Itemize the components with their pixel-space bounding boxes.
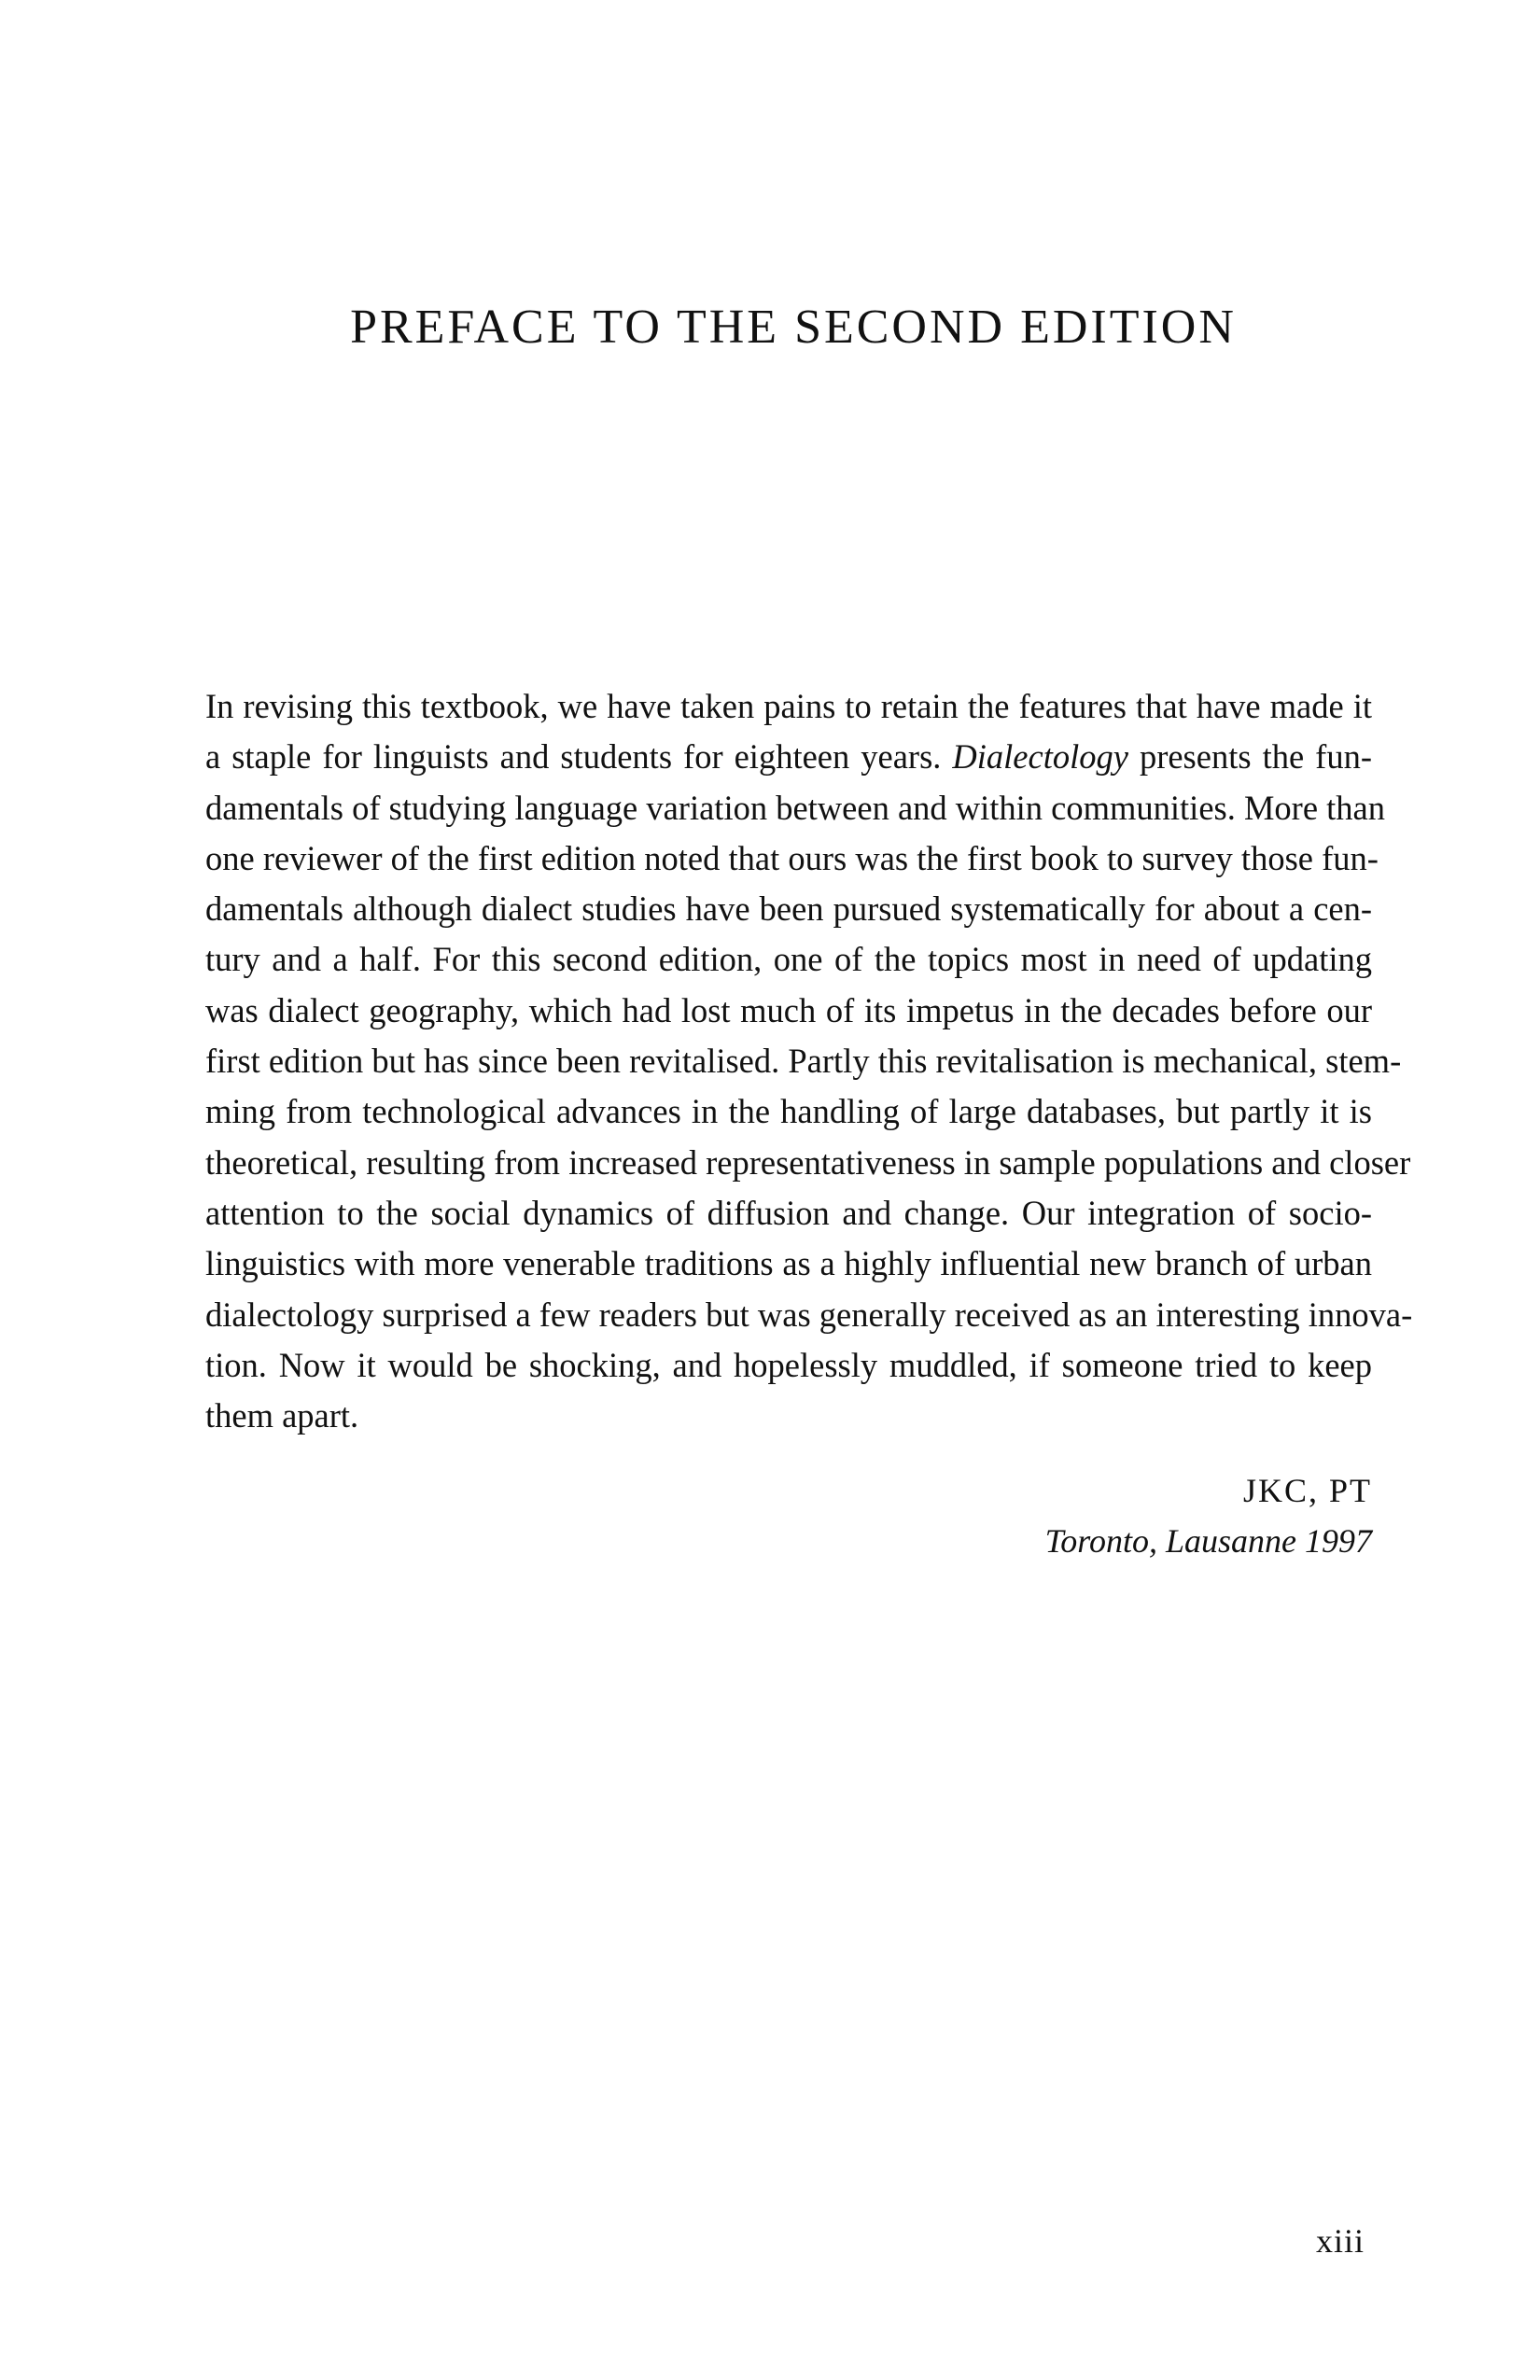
line-text: a staple for linguists and students for eighteen years.	[205, 737, 953, 777]
author-initials: JKC, PT	[1242, 1472, 1372, 1509]
paragraph-line: tury and a half. For this second edition, one of the topics most in need of updating	[205, 940, 1372, 979]
paragraph-line: ming from technological advances in the handling of large databases, but partly it is	[205, 1092, 1372, 1131]
paragraph-line	[205, 732, 1372, 782]
paragraph-line: one reviewer of the first edition noted that ours was the first book to survey those fun-	[205, 838, 1379, 877]
place-and-year: Toronto, Lausanne 1997	[1044, 1522, 1372, 1560]
paragraph-line: first edition but has since been revitalised. Partly this revitalisation is mechanical, stem-	[205, 1042, 1402, 1081]
paragraph-line: theoretical, resulting from increased representativeness in sample populations and closer	[205, 1142, 1411, 1182]
paragraph-line: dialectology surprised a few readers but was generally received as an interesting innova-	[205, 1295, 1413, 1334]
paragraph-line: damentals of studying language variation between and within communities. More than	[205, 788, 1386, 827]
paragraph-line: them apart.	[205, 1396, 359, 1435]
paragraph-line: In revising this textbook, we have taken pains to retain the features that have made it	[205, 687, 1372, 725]
preface-paragraph	[205, 681, 1413, 1441]
signature-block	[205, 1465, 1372, 1566]
paragraph-line: damentals although dialect studies have been pursued systematically for about a cen-	[205, 889, 1372, 929]
book-title-italic: Dialectology	[952, 737, 1128, 777]
paragraph-line: linguistics with more venerable traditions as a highly influential new branch of urban	[205, 1244, 1372, 1283]
paragraph-line: attention to the social dynamics of diffusion and change. Our integration of socio-	[205, 1193, 1372, 1232]
paragraph-line: was dialect geography, which had lost much of its impetus in the decades before our	[205, 990, 1372, 1029]
page-number: xiii	[1315, 2222, 1365, 2260]
line-text: presents the fun-	[1127, 737, 1372, 777]
page-title: PREFACE TO THE SECOND EDITION	[350, 301, 1237, 354]
paragraph-line: tion. Now it would be shocking, and hopelessly muddled, if someone tried to keep	[205, 1345, 1372, 1384]
